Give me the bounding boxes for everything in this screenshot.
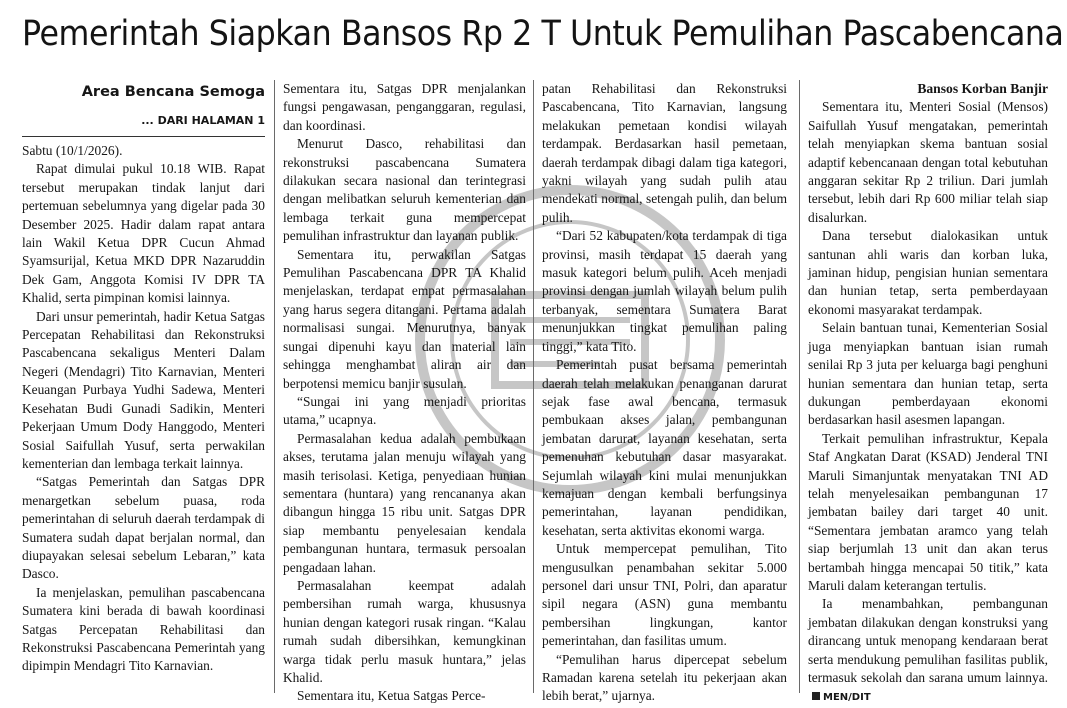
byline: MEN/DIT <box>823 692 871 704</box>
paragraph: Menurut Dasco, rehabilitasi dan rekonstruksi pascabencana Sumatera dilakukan secara nasional dan terintegrasi dengan melibatkan seluruh kementerian dan lembaga terkait guna mempercepat pemulihan infrastruktur dan layanan publik. <box>283 136 526 244</box>
paragraph: Dana tersebut dialokasikan untuk santunan ahli waris dan korban luka, jaminan hidup, pengisian hunian sementara dan hunian tetap, serta pemberdayaan ekonomi masyarakat terdampak. <box>808 228 1048 317</box>
paragraph: Selain bantuan tunai, Kementerian Sosial juga menyiapkan bantuan isian rumah senilai Rp 3 juta per keluarga bagi penghuni hunian sementara dan hunian tetap, serta dukungan pemberdayaan ekonomi berdasarkan hasil asesmen lapangan. <box>808 320 1048 428</box>
last-paragraph <box>808 595 1048 707</box>
column-divider <box>533 80 534 693</box>
article-column-1 <box>22 80 265 693</box>
continued-from-label: ... DARI HALAMAN 1 <box>141 114 265 127</box>
paragraph: Sementara itu, perwakilan Satgas Pemulihan Pascabencana DPR TA Khalid menjelaskan, terdapat empat permasalahan yang harus segera ditangani. Pertama adalah normalisasi sungai. Menurutnya, banyak sungai dipenuhi kayu dan material lain sehingga menghambat aliran air dan berpotensi memicu banjir susulan. <box>283 246 526 391</box>
column-divider <box>799 80 800 693</box>
paragraph-text: Ia menambahkan, pembangunan jembatan dilakukan dengan konstruksi yang dirancang untuk menopang kendaraan berat serta mendukung pemulihan fasilitas publik, termasuk sekolah dan sarana umum lainnya. <box>808 596 1048 685</box>
article-column-2 <box>283 80 526 704</box>
paragraph: “Sungai ini yang menjadi prioritas utama,” ucapnya. <box>283 393 526 428</box>
subheading: Bansos Korban Banjir <box>917 81 1048 96</box>
paragraph: Sementara itu, Satgas DPR menjalankan fungsi pengawasan, penganggaran, regulasi, dan koordinasi. <box>283 81 526 133</box>
paragraph: Sementara itu, Ketua Satgas Perce- <box>297 688 486 704</box>
paragraph: Ia menjelaskan, pemulihan pascabencana Sumatera kini berada di bawah koordinasi Satgas Percepatan Rehabilitasi dan Rekonstruksi Pascabencana Pemerintah yang dipimpin Mendagri Tito Karnavian. <box>22 584 265 674</box>
section-kicker: Area Bencana Semoga <box>81 84 265 100</box>
paragraph: “Satgas Pemerintah dan Satgas DPR menargetkan sebelum puasa, roda pemerintahan di seluruh daerah terdampak di Sumatera sudah dapat berjalan normal, dan diupayakan selesai sebelum Lebaran,” kata Dasco. <box>22 474 265 582</box>
paragraph: Sabtu (10/1/2026). <box>22 143 123 158</box>
paragraph: Permasalahan kedua adalah pembukaan akses, terutama jalan menuju wilayah yang masih terisolasi. Ketiga, penyediaan hunian sementara (huntara) yang rencananya akan dibangun hingga 15 ribu unit. Satgas DPR siap membantu penyelesaian kendala pembangunan huntara, termasuk persoalan pengadaan lahan. <box>283 430 526 575</box>
article-column-3 <box>542 80 787 704</box>
paragraph: patan Rehabilitasi dan Rekonstruksi Pascabencana, Tito Karnavian, langsung melakukan pemetaan kondisi wilayah terdampak. Berdasarkan hasil pemetaan, daerah terdampak dibagi dalam tiga kategori, yakni wilayah yang sudah pulih atau mendekati normal, setengah pulih, dan belum pulih. <box>542 81 787 225</box>
article-column-4 <box>808 80 1048 704</box>
paragraph: “Pemulihan harus dipercepat sebelum Ramadan karena setelah itu pekerjaan akan lebih berat,” ujarnya. <box>542 651 787 704</box>
paragraph: Untuk mempercepat pemulihan, Tito mengusulkan penambahan sekitar 5.000 personel dari unsur TNI, Polri, dan aparatur sipil negara (ASN) guna membantu pembersihan lingkungan, kantor pemerintahan, dan fasilitas umum. <box>542 541 787 649</box>
paragraph: Permasalahan keempat adalah pembersihan rumah warga, khususnya hunian dengan kategori rusak ringan. “Kalau rumah sudah dibersihkan, kemungkinan warga tidak perlu masuk huntara,” jelas Khalid. <box>283 577 526 685</box>
paragraph: Rapat dimulai pukul 10.18 WIB. Rapat tersebut merupakan tindak lanjut dari pertemuan sebelumnya yang digelar pada 30 Desember 2025. Hadir dalam rapat antara lain Wakil Ketua DPR Cucun Ahmad Syamsurijal, Ketua MKD DPR Nazaruddin Dek Gam, Anggota Komisi IV DPR TA Khalid, serta pimpinan komisi lainnya. <box>22 161 265 306</box>
paragraph: Terkait pemulihan infrastruktur, Kepala Staf Angkatan Darat (KSAD) Jenderal TNI Maruli Simanjuntak menyatakan TNI AD telah menyelesaikan pembangunan 17 jembatan bailey dari target 40 unit. “Sementara jembatan aramco yang telah siap berjumlah 13 unit dan akan terus bertambah hingga mencapai 50 titik,” kata Maruli dalam keterangan tertulis. <box>808 430 1048 593</box>
paragraph: “Dari 52 kabupaten/kota terdampak di tiga provinsi, masih terdapat 15 daerah yang masuk kategori belum pulih. Aceh menjadi provinsi dengan jumlah wilayah belum pulih terbanyak, sementara Sumatera Barat menunjukkan tingkat pemulihan paling tinggi,” kata Tito. <box>542 228 787 354</box>
end-mark-icon <box>812 692 820 700</box>
paragraph: Sementara itu, Menteri Sosial (Mensos) Saifullah Yusuf mengatakan, pemerintah telah menyiapkan skema bantuan sosial adaptif kebencanaan dengan total kebutuhan anggaran sekitar Rp 2 triliun. Dari jumlah tersebut, lebih dari Rp 600 miliar telah siap disalurkan. <box>808 99 1048 225</box>
paragraph: Pemerintah pusat bersama pemerintah daerah telah melakukan penanganan darurat sejak fase awal bencana, termasuk pembukaan akses jalan, pembangunan jembatan darurat, layanan kesehatan, serta pemenuhan kebutuhan dasar masyarakat. Sejumlah wilayah kini mulai menunjukkan kemajuan dengan kembali berfungsinya pemerintahan, layanan pendidikan, kesehatan, serta aktivitas ekonomi warga. <box>542 357 787 538</box>
headline: Pemerintah Siapkan Bansos Rp 2 T Untuk Pemulihan Pascabencana <box>22 14 1064 54</box>
jump-rule <box>22 136 265 137</box>
paragraph: Dari unsur pemerintah, hadir Ketua Satgas Percepatan Rehabilitasi dan Rekonstruksi Pascabencana sekaligus Menteri Dalam Negeri (Mendagri) Tito Karnavian, Menteri Keuangan Purbaya Yudhi Sadewa, Menteri Kesehatan Budi Gunadi Sadikin, Menteri Pekerjaan Umum Dody Hanggodo, Menteri Sosial Saifullah Yusuf, serta perwakilan kementerian dan lembaga terkait lainnya. <box>22 308 265 471</box>
column-divider <box>274 80 275 693</box>
